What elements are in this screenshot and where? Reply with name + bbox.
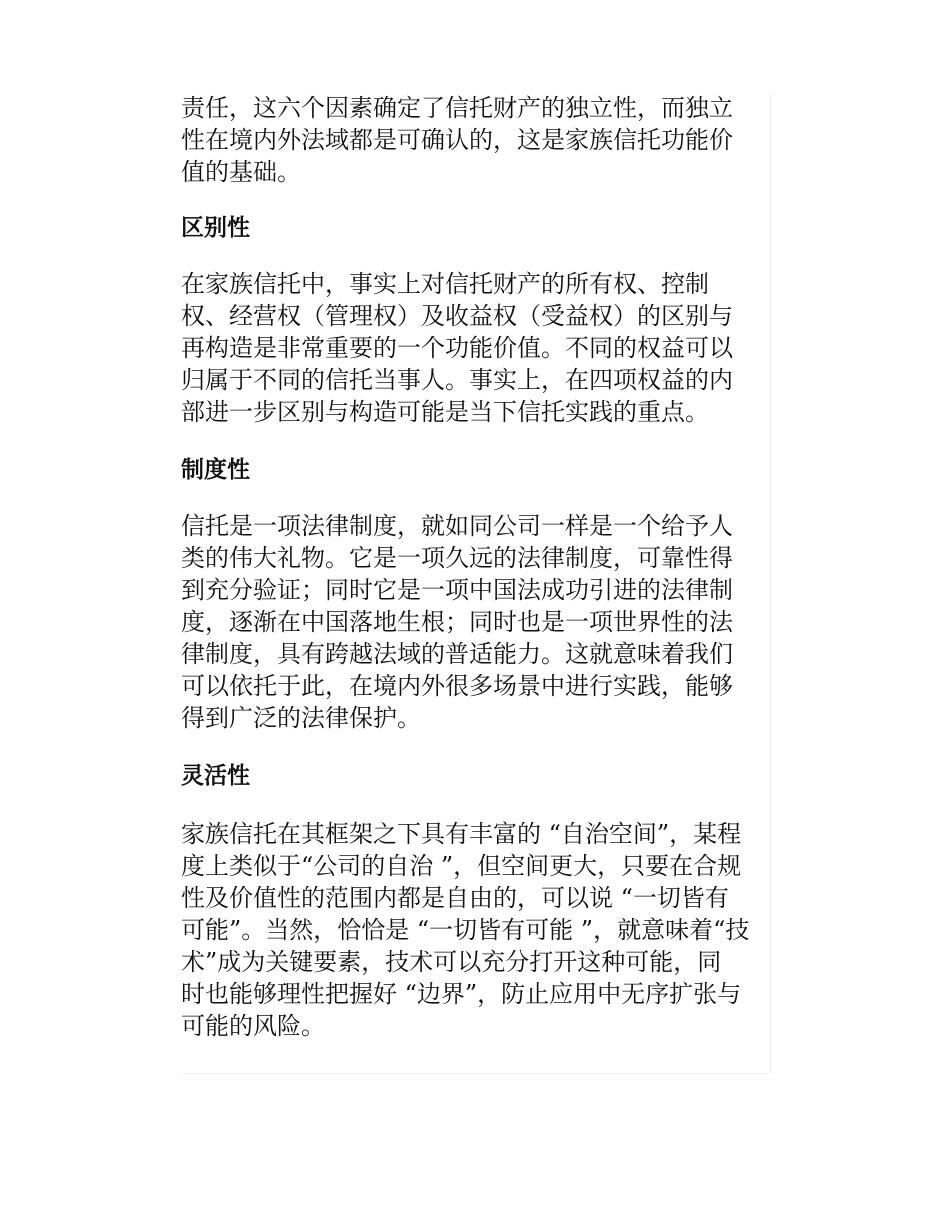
text-line: 度上类似于“公司的自治 ”，但空间更大，只要在合规 <box>181 852 742 880</box>
paragraph-intro <box>181 92 771 188</box>
text-line: 再构造是非常重要的一个功能价值。不同的权益可以 <box>181 334 733 362</box>
section-heading-flexibility: 灵活性 <box>181 763 250 789</box>
paragraph-distinction <box>181 268 771 428</box>
text-line: 性在境内外法域都是可确认的，这是家族信托功能价 <box>181 126 733 154</box>
paragraph-institutional <box>181 510 771 734</box>
text-line: 性及价值性的范围内都是自由的，可以说 “一切皆有 <box>181 884 729 912</box>
text-line: 类的伟大礼物。它是一项久远的法律制度，可靠性得 <box>181 544 733 572</box>
text-line: 可能的风险。 <box>181 1012 325 1040</box>
text-line: 值的基础。 <box>181 158 301 186</box>
text-line: 部进一步区别与构造可能是当下信托实践的重点。 <box>181 398 709 426</box>
text-line: 术”成为关键要素，技术可以充分打开这种可能，同 <box>181 948 722 976</box>
text-line: 到充分验证；同时它是一项中国法成功引进的法律制 <box>181 576 733 604</box>
text-line: 可以依托于此，在境内外很多场景中进行实践，能够 <box>181 672 733 700</box>
text-line: 权、经营权（管理权）及收益权（受益权）的区别与 <box>181 302 733 330</box>
text-line: 时也能够理性把握好 “边界”，防止应用中无序扩张与 <box>181 980 742 1008</box>
text-line: 信托是一项法律制度，就如同公司一样是一个给予人 <box>181 512 733 540</box>
text-line: 律制度，具有跨越法域的普适能力。这就意味着我们 <box>181 640 733 668</box>
text-line: 得到广泛的法律保护。 <box>181 704 421 732</box>
paragraph-flexibility <box>181 818 771 1042</box>
text-line: 度，逐渐在中国落地生根；同时也是一项世界性的法 <box>181 608 733 636</box>
text-line: 在家族信托中，事实上对信托财产的所有权、控制 <box>181 270 709 298</box>
section-heading-distinction: 区别性 <box>181 215 250 241</box>
text-line: 家族信托在其框架之下具有丰富的 “自治空间”，某程 <box>181 820 742 848</box>
text-line: 可能”。当然，恰恰是 “一切皆有可能 ”，就意味着“技 <box>181 916 750 944</box>
text-line: 归属于不同的信托当事人。事实上，在四项权益的内 <box>181 366 733 394</box>
text-line: 责任，这六个因素确定了信托财产的独立性，而独立 <box>181 94 733 122</box>
section-heading-institutional: 制度性 <box>181 457 250 483</box>
document-page-content <box>181 92 771 1074</box>
